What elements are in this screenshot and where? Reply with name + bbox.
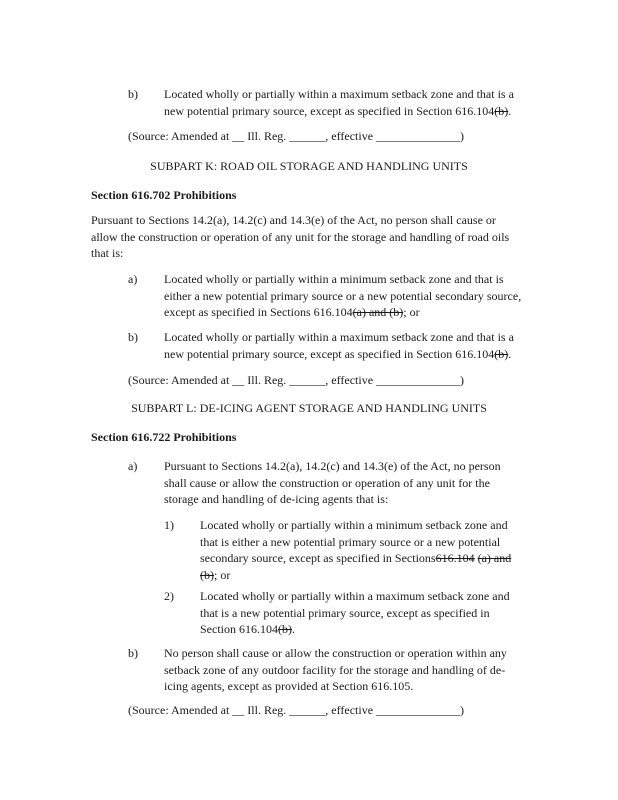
item-label: b) — [128, 87, 138, 101]
list-item — [200, 517, 560, 583]
text-line: icing agents, except as provided at Section 616.105. — [164, 679, 414, 693]
text-line: that is a new potential primary source, except as specified in — [200, 605, 490, 620]
strikethrough-text: (b) — [494, 346, 509, 361]
list-item — [200, 588, 560, 638]
list-item — [164, 329, 564, 362]
text-line: No person shall cause or allow the construction or operation within any — [164, 646, 507, 660]
section-heading: Section 616.702 Prohibitions — [91, 188, 237, 202]
text-line: that is either a new potential primary source or a new potential — [200, 534, 501, 549]
strikethrough-text: (b) — [200, 567, 214, 582]
text-line: Section 616.104(b). — [200, 622, 295, 636]
text-line: Pursuant to Sections 14.2(a), 14.2(c) and 14.3(e) of the Act, no person shall cause or — [91, 213, 496, 227]
text-line: storage and handling of de-icing agents that is: — [164, 492, 389, 506]
item-label: 2) — [164, 589, 174, 603]
strikethrough-text: 616.104 — [435, 551, 475, 565]
strikethrough-text: (b) — [278, 622, 292, 636]
text-line: setback zone of any outdoor facility for the storage and handling of de- — [164, 662, 506, 677]
text-line: Pursuant to Sections 14.2(a), 14.2(c) and 14.3(e) of the Act, no person — [164, 459, 501, 473]
item-label: 1) — [164, 518, 174, 532]
intro-paragraph — [91, 212, 551, 262]
list-item — [164, 645, 564, 695]
item-label: b) — [128, 330, 138, 344]
text-line: that is: — [91, 246, 124, 260]
item-label: b) — [128, 646, 138, 660]
strikethrough-text: (a) and — [477, 551, 512, 565]
item-label: a) — [128, 272, 138, 286]
text-line: Located wholly or partially within a minimum setback zone and that is — [164, 272, 504, 286]
strikethrough-text: (a) and (b) — [352, 305, 404, 319]
source-note: (Source: Amended at __ Ill. Reg. ______, effective ______________) — [128, 373, 465, 387]
text-line: except as specified in Sections 616.104(a) and (b); or — [164, 305, 420, 319]
text-line: allow the construction or operation of any unit for the storage and handling of road oils — [91, 229, 510, 244]
text-line: secondary source, except as specified in Sections616.104 (a) and — [200, 551, 512, 565]
text-line: Located wholly or partially within a maximum setback zone and — [200, 589, 510, 603]
source-note: (Source: Amended at __ Ill. Reg. ______, effective ______________) — [128, 703, 465, 717]
text-line: new potential primary source, except as specified in Section 616.104(b). — [164, 346, 512, 361]
text-line: either a new potential primary source or a new potential secondary source, — [164, 288, 522, 303]
list-item — [164, 86, 564, 119]
strikethrough-text: (b) — [494, 103, 509, 118]
list-item — [164, 458, 564, 508]
section-heading: Section 616.722 Prohibitions — [91, 430, 237, 444]
item-label: a) — [128, 459, 138, 473]
text-line: new potential primary source, except as specified in Section 616.104(b). — [164, 103, 512, 118]
text-line: Located wholly or partially within a maximum setback zone and that is a — [164, 87, 514, 101]
list-item — [164, 271, 564, 321]
subpart-title: SUBPART L: DE-ICING AGENT STORAGE AND HANDLING UNITS — [131, 401, 487, 415]
text-line: (b); or — [200, 567, 231, 582]
text-line: Located wholly or partially within a maximum setback zone and that is a — [164, 330, 514, 344]
text-line: Located wholly or partially within a minimum setback zone and — [200, 518, 508, 532]
text-line: shall cause or allow the construction or operation of any unit for the — [164, 475, 490, 490]
source-note: (Source: Amended at __ Ill. Reg. ______, effective ______________) — [128, 129, 465, 143]
subpart-title: SUBPART K: ROAD OIL STORAGE AND HANDLING UNITS — [150, 159, 468, 173]
